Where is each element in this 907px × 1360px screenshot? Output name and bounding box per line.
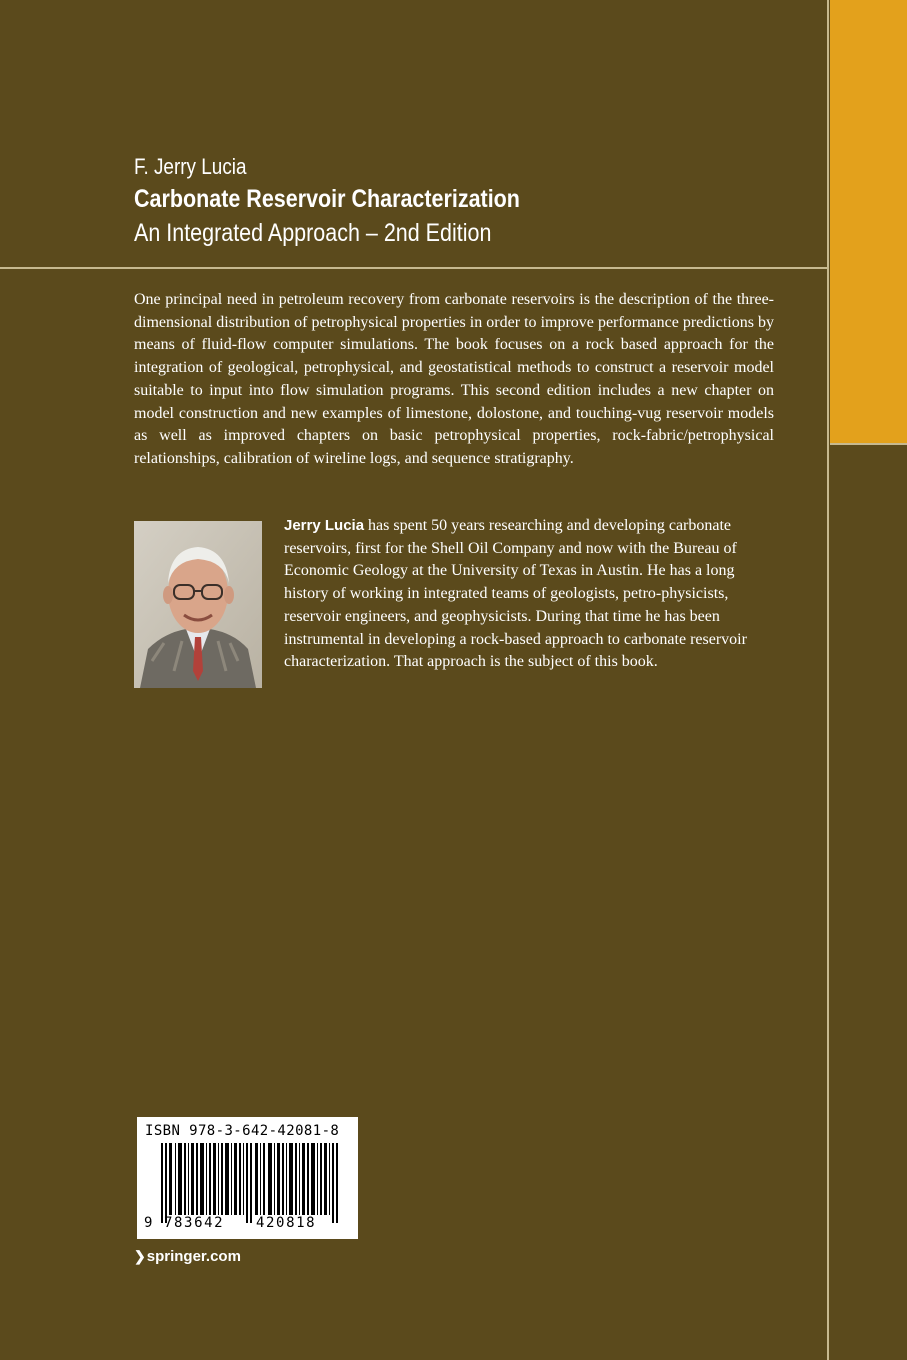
chevron-right-icon: ❯: [134, 1248, 146, 1264]
author-bio-name: Jerry Lucia: [284, 517, 365, 534]
book-description: One principal need in petroleum recovery from carbonate reservoirs is the description of the three-dimensional distribution of petrophysical properties in order to improve performance predictions by means of fluid-flow computer simulations. The book focuses on a rock based approach for the integration of geological, petrophysical, and geostatistical methods to construct a reservoir model suitable to input into flow simulation programs. This second edition includes a new chapter on model construction and new examples of limestone, dolostone, and touching-vug reservoir models as well as improved chapters on basic petrophysical properties, rock-fabric/petrophysical relationships, calibration of wireline logs, and sequence stratigraphy.: [134, 291, 774, 467]
author-photo: [134, 521, 262, 688]
cover-header: [134, 152, 583, 250]
ean-first-digit: 9: [144, 1215, 153, 1231]
book-title: Carbonate Reservoir Characterization: [134, 185, 520, 213]
accent-divider: [830, 443, 907, 445]
author-bio: [284, 515, 764, 674]
publisher-link[interactable]: [134, 1248, 241, 1265]
accent-color-block: [830, 0, 907, 443]
book-subtitle: An Integrated Approach – 2nd Edition: [134, 219, 492, 247]
spine-fold-line: [827, 0, 829, 1360]
horizontal-rule: [0, 267, 828, 269]
isbn-label: ISBN 978-3-642-42081-8: [145, 1123, 340, 1139]
ean-right-group: 420818: [256, 1215, 317, 1231]
publisher-website: springer.com: [146, 1248, 241, 1265]
ean-left-group: 783642: [164, 1215, 225, 1231]
author-name: F. Jerry Lucia: [134, 154, 247, 179]
author-bio-text: has spent 50 years researching and developing carbonate reservoirs, first for the Shell Oil Company and now with the Bureau of Economic Geology at the University of Texas in Austin. He has a long history of working in integrated teams of geologists, petro-physicists, reservoir engineers, and geophysicists. During that time he has been instrumental in developing a rock-based approach to carbonate reservoir characterization. That approach is the subject of this book.: [284, 517, 747, 671]
isbn-barcode: [137, 1117, 358, 1239]
